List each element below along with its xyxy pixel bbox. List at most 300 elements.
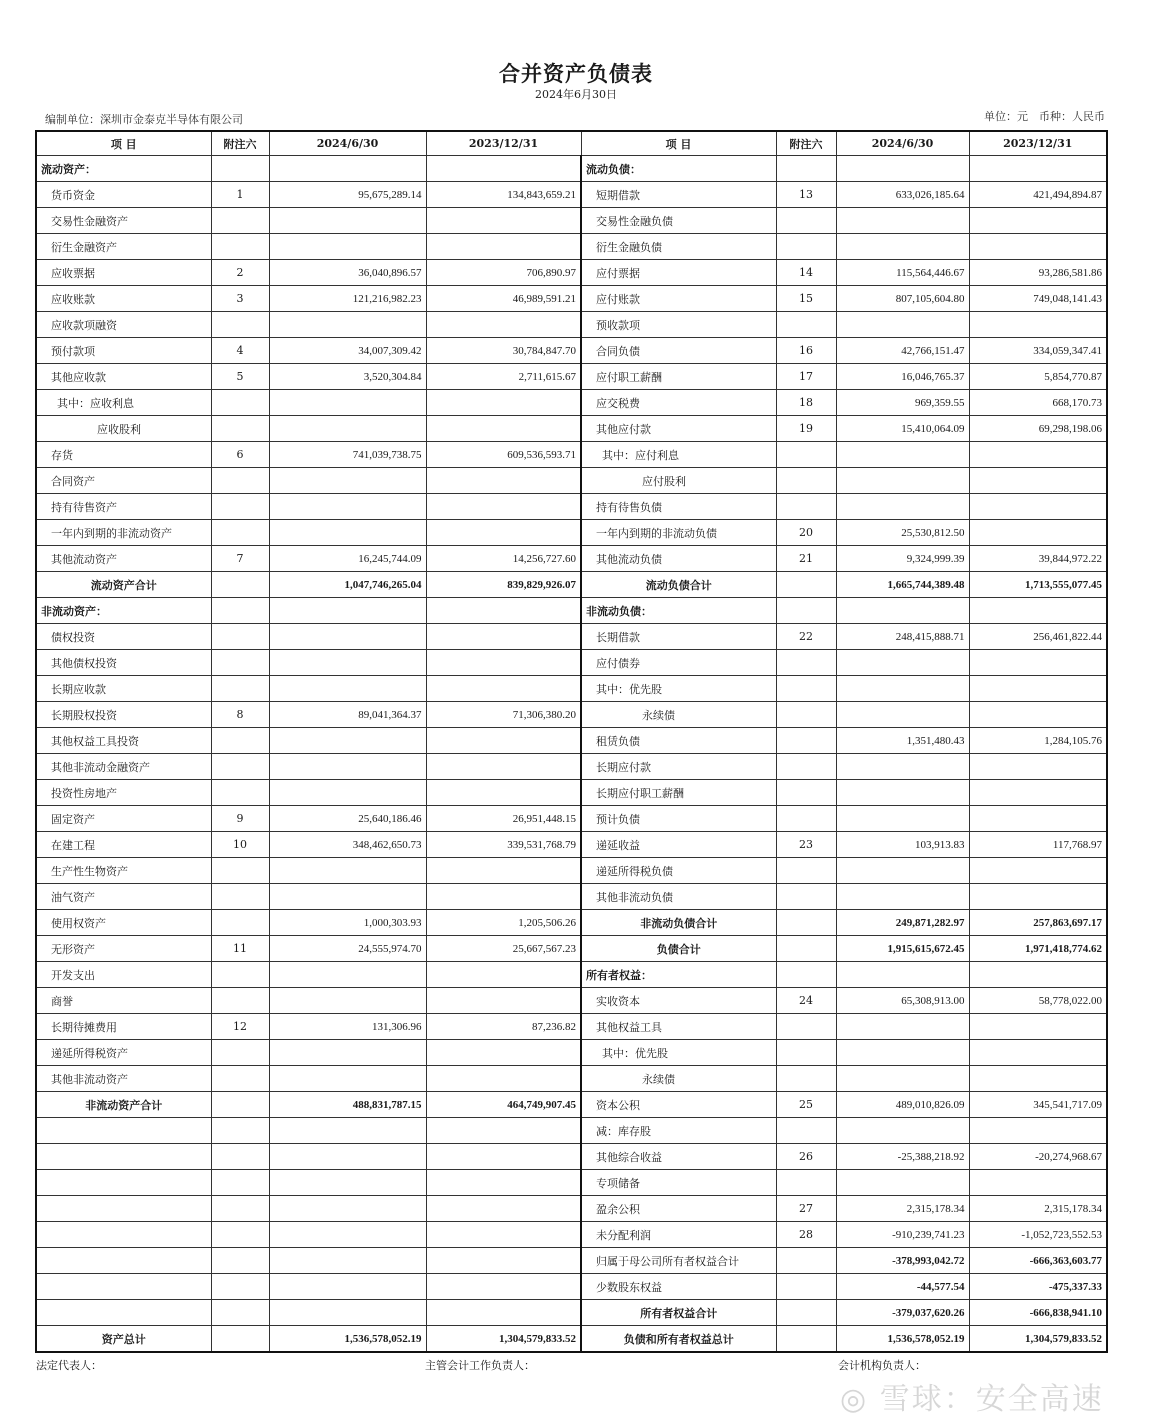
asset-value-2023-12-31: 1,205,506.26 — [426, 910, 581, 936]
asset-value-2024-06-30 — [269, 468, 426, 494]
liability-value-2024-06-30 — [836, 754, 969, 780]
asset-item-label — [36, 1300, 211, 1326]
asset-item-label — [36, 1222, 211, 1248]
asset-item-label — [36, 1144, 211, 1170]
asset-note-ref: 4 — [211, 338, 269, 364]
liability-item-label: 递延收益 — [581, 832, 776, 858]
asset-value-2023-12-31: 71,306,380.20 — [426, 702, 581, 728]
table-row — [36, 598, 1107, 624]
liability-value-2023-12-31 — [969, 598, 1107, 624]
asset-value-2024-06-30: 24,555,974.70 — [269, 936, 426, 962]
liability-item-label: 归属于母公司所有者权益合计 — [581, 1248, 776, 1274]
asset-value-2024-06-30: 95,675,289.14 — [269, 182, 426, 208]
asset-value-2023-12-31 — [426, 1300, 581, 1326]
asset-note-ref — [211, 156, 269, 182]
table-row — [36, 546, 1107, 572]
liability-item-label: 永续债 — [581, 1066, 776, 1092]
liability-value-2023-12-31 — [969, 1040, 1107, 1066]
table-row — [36, 962, 1107, 988]
asset-value-2023-12-31 — [426, 780, 581, 806]
liability-value-2024-06-30 — [836, 1170, 969, 1196]
liability-note-ref — [776, 728, 836, 754]
liability-value-2024-06-30 — [836, 1118, 969, 1144]
liability-item-label: 盈余公积 — [581, 1196, 776, 1222]
table-row — [36, 858, 1107, 884]
liability-item-label: 应付债券 — [581, 650, 776, 676]
asset-note-ref: 7 — [211, 546, 269, 572]
accounting-dept-head-label: 会计机构负责人： — [838, 1359, 926, 1372]
asset-value-2023-12-31 — [426, 884, 581, 910]
asset-item-label: 交易性金融资产 — [36, 208, 211, 234]
asset-item-label: 衍生金融资产 — [36, 234, 211, 260]
liability-note-ref — [776, 1170, 836, 1196]
asset-note-ref: 8 — [211, 702, 269, 728]
liability-value-2024-06-30: 1,536,578,052.19 — [836, 1326, 969, 1353]
asset-value-2023-12-31: 464,749,907.45 — [426, 1092, 581, 1118]
liability-value-2023-12-31: 69,298,198.06 — [969, 416, 1107, 442]
liability-item-label: 流动负债： — [581, 156, 776, 182]
asset-value-2023-12-31: 30,784,847.70 — [426, 338, 581, 364]
asset-item-label: 长期待摊费用 — [36, 1014, 211, 1040]
liability-item-label: 少数股东权益 — [581, 1274, 776, 1300]
asset-value-2024-06-30 — [269, 416, 426, 442]
asset-item-label: 生产性生物资产 — [36, 858, 211, 884]
liability-item-label: 资本公积 — [581, 1092, 776, 1118]
asset-value-2023-12-31 — [426, 624, 581, 650]
liability-value-2023-12-31: 345,541,717.09 — [969, 1092, 1107, 1118]
asset-note-ref — [211, 1274, 269, 1300]
table-row — [36, 208, 1107, 234]
watermark — [840, 1374, 1104, 1418]
asset-value-2023-12-31 — [426, 1066, 581, 1092]
liability-note-ref: 28 — [776, 1222, 836, 1248]
asset-value-2024-06-30 — [269, 884, 426, 910]
table-row — [36, 1170, 1107, 1196]
liability-value-2023-12-31: -666,838,941.10 — [969, 1300, 1107, 1326]
liability-item-label: 短期借款 — [581, 182, 776, 208]
asset-item-label: 在建工程 — [36, 832, 211, 858]
asset-note-ref — [211, 572, 269, 598]
asset-note-ref — [211, 1326, 269, 1353]
asset-note-ref — [211, 1222, 269, 1248]
liability-value-2024-06-30: -379,037,620.26 — [836, 1300, 969, 1326]
asset-item-label: 长期应收款 — [36, 676, 211, 702]
liability-item-label: 其中：应付利息 — [581, 442, 776, 468]
col-header-current: 2024/6/30 — [836, 131, 969, 156]
asset-item-label: 存货 — [36, 442, 211, 468]
table-row — [36, 286, 1107, 312]
liability-value-2023-12-31 — [969, 1118, 1107, 1144]
asset-note-ref — [211, 468, 269, 494]
asset-value-2024-06-30: 488,831,787.15 — [269, 1092, 426, 1118]
liability-note-ref — [776, 1040, 836, 1066]
asset-item-label: 资产总计 — [36, 1326, 211, 1353]
liability-value-2024-06-30: 807,105,604.80 — [836, 286, 969, 312]
liability-value-2023-12-31 — [969, 234, 1107, 260]
asset-value-2023-12-31 — [426, 754, 581, 780]
asset-note-ref — [211, 390, 269, 416]
asset-value-2024-06-30 — [269, 858, 426, 884]
asset-value-2023-12-31 — [426, 468, 581, 494]
asset-note-ref: 9 — [211, 806, 269, 832]
liability-note-ref — [776, 1066, 836, 1092]
liability-note-ref — [776, 312, 836, 338]
liability-value-2024-06-30: 249,871,282.97 — [836, 910, 969, 936]
asset-note-ref: 10 — [211, 832, 269, 858]
liability-value-2023-12-31 — [969, 676, 1107, 702]
asset-note-ref: 5 — [211, 364, 269, 390]
liability-value-2023-12-31: 93,286,581.86 — [969, 260, 1107, 286]
liability-item-label: 递延所得税负债 — [581, 858, 776, 884]
asset-value-2024-06-30 — [269, 234, 426, 260]
liability-value-2023-12-31: 421,494,894.87 — [969, 182, 1107, 208]
liability-value-2024-06-30 — [836, 650, 969, 676]
table-row — [36, 1222, 1107, 1248]
liability-note-ref — [776, 208, 836, 234]
liability-note-ref — [776, 650, 836, 676]
liability-value-2024-06-30 — [836, 676, 969, 702]
liability-item-label: 其中：优先股 — [581, 1040, 776, 1066]
liability-note-ref: 27 — [776, 1196, 836, 1222]
asset-value-2024-06-30 — [269, 988, 426, 1014]
asset-value-2024-06-30 — [269, 520, 426, 546]
liability-note-ref — [776, 572, 836, 598]
asset-item-label: 其中：应收利息 — [36, 390, 211, 416]
asset-note-ref: 6 — [211, 442, 269, 468]
table-row — [36, 1092, 1107, 1118]
asset-value-2023-12-31 — [426, 1144, 581, 1170]
table-row — [36, 1300, 1107, 1326]
liability-item-label: 其他非流动负债 — [581, 884, 776, 910]
asset-item-label — [36, 1248, 211, 1274]
asset-value-2024-06-30 — [269, 312, 426, 338]
balance-sheet-table — [35, 130, 1108, 1353]
asset-value-2024-06-30: 741,039,738.75 — [269, 442, 426, 468]
asset-value-2023-12-31 — [426, 520, 581, 546]
liability-item-label: 预计负债 — [581, 806, 776, 832]
asset-note-ref — [211, 1040, 269, 1066]
liability-value-2024-06-30: 1,915,615,672.45 — [836, 936, 969, 962]
liability-value-2024-06-30: -44,577.54 — [836, 1274, 969, 1300]
table-row — [36, 1248, 1107, 1274]
asset-item-label: 应收账款 — [36, 286, 211, 312]
col-header-item: 项 目 — [581, 131, 776, 156]
liability-note-ref — [776, 1300, 836, 1326]
liability-note-ref: 20 — [776, 520, 836, 546]
liability-item-label: 专项储备 — [581, 1170, 776, 1196]
asset-value-2023-12-31 — [426, 598, 581, 624]
asset-value-2024-06-30: 16,245,744.09 — [269, 546, 426, 572]
liability-note-ref: 24 — [776, 988, 836, 1014]
table-row — [36, 312, 1107, 338]
liability-note-ref: 23 — [776, 832, 836, 858]
liability-value-2024-06-30: 16,046,765.37 — [836, 364, 969, 390]
table-row — [36, 676, 1107, 702]
asset-note-ref — [211, 962, 269, 988]
asset-item-label: 其他非流动金融资产 — [36, 754, 211, 780]
table-row — [36, 702, 1107, 728]
asset-value-2023-12-31 — [426, 1274, 581, 1300]
asset-value-2023-12-31: 839,829,926.07 — [426, 572, 581, 598]
liability-value-2023-12-31 — [969, 312, 1107, 338]
liability-value-2024-06-30: 65,308,913.00 — [836, 988, 969, 1014]
liability-item-label: 未分配利润 — [581, 1222, 776, 1248]
asset-note-ref: 1 — [211, 182, 269, 208]
liability-value-2024-06-30: 633,026,185.64 — [836, 182, 969, 208]
liability-value-2024-06-30 — [836, 858, 969, 884]
col-header-current: 2024/6/30 — [269, 131, 426, 156]
liability-note-ref — [776, 806, 836, 832]
table-row — [36, 1274, 1107, 1300]
liability-value-2024-06-30: 115,564,446.67 — [836, 260, 969, 286]
liability-note-ref — [776, 1014, 836, 1040]
liability-value-2023-12-31: -1,052,723,552.53 — [969, 1222, 1107, 1248]
asset-item-label: 一年内到期的非流动资产 — [36, 520, 211, 546]
table-row — [36, 364, 1107, 390]
asset-item-label: 持有待售资产 — [36, 494, 211, 520]
table-row — [36, 832, 1107, 858]
table-row — [36, 494, 1107, 520]
asset-item-label: 其他权益工具投资 — [36, 728, 211, 754]
asset-note-ref — [211, 1300, 269, 1326]
liability-note-ref — [776, 936, 836, 962]
liability-value-2024-06-30 — [836, 962, 969, 988]
table-row — [36, 520, 1107, 546]
liability-value-2023-12-31 — [969, 702, 1107, 728]
liability-value-2023-12-31 — [969, 442, 1107, 468]
asset-value-2024-06-30 — [269, 156, 426, 182]
asset-note-ref: 12 — [211, 1014, 269, 1040]
asset-value-2024-06-30 — [269, 390, 426, 416]
asset-note-ref — [211, 754, 269, 780]
asset-note-ref — [211, 520, 269, 546]
table-row — [36, 416, 1107, 442]
asset-note-ref — [211, 234, 269, 260]
liability-item-label: 所有者权益合计 — [581, 1300, 776, 1326]
liability-value-2024-06-30 — [836, 1066, 969, 1092]
asset-value-2023-12-31: 1,304,579,833.52 — [426, 1326, 581, 1353]
asset-note-ref: 3 — [211, 286, 269, 312]
asset-value-2023-12-31: 134,843,659.21 — [426, 182, 581, 208]
liability-value-2023-12-31: 749,048,141.43 — [969, 286, 1107, 312]
asset-note-ref — [211, 494, 269, 520]
asset-value-2023-12-31 — [426, 650, 581, 676]
asset-value-2024-06-30 — [269, 676, 426, 702]
asset-note-ref — [211, 1118, 269, 1144]
liability-note-ref: 22 — [776, 624, 836, 650]
asset-note-ref — [211, 1248, 269, 1274]
liability-item-label: 预收款项 — [581, 312, 776, 338]
liability-item-label: 长期应付职工薪酬 — [581, 780, 776, 806]
asset-item-label: 应收款项融资 — [36, 312, 211, 338]
liability-value-2024-06-30: 2,315,178.34 — [836, 1196, 969, 1222]
asset-item-label — [36, 1170, 211, 1196]
liability-value-2024-06-30: 9,324,999.39 — [836, 546, 969, 572]
asset-item-label: 开发支出 — [36, 962, 211, 988]
asset-value-2023-12-31 — [426, 390, 581, 416]
liability-value-2023-12-31 — [969, 650, 1107, 676]
liability-value-2023-12-31 — [969, 468, 1107, 494]
watermark-text: 雪球：安全高速 — [879, 1382, 1104, 1417]
table-row — [36, 1014, 1107, 1040]
liability-value-2024-06-30 — [836, 806, 969, 832]
asset-value-2024-06-30 — [269, 1066, 426, 1092]
liability-item-label: 非流动负债： — [581, 598, 776, 624]
asset-item-label: 流动资产合计 — [36, 572, 211, 598]
asset-note-ref — [211, 1196, 269, 1222]
liability-value-2024-06-30 — [836, 208, 969, 234]
liability-value-2023-12-31: -475,337.33 — [969, 1274, 1107, 1300]
asset-value-2023-12-31 — [426, 728, 581, 754]
asset-note-ref — [211, 312, 269, 338]
asset-note-ref — [211, 208, 269, 234]
asset-value-2024-06-30 — [269, 780, 426, 806]
liability-value-2023-12-31: 1,713,555,077.45 — [969, 572, 1107, 598]
liability-value-2023-12-31 — [969, 1066, 1107, 1092]
table-row — [36, 884, 1107, 910]
liability-item-label: 其中：优先股 — [581, 676, 776, 702]
asset-item-label: 预付款项 — [36, 338, 211, 364]
liability-item-label: 永续债 — [581, 702, 776, 728]
table-row — [36, 1066, 1107, 1092]
liability-note-ref — [776, 910, 836, 936]
liability-item-label: 应付股利 — [581, 468, 776, 494]
asset-item-label: 油气资产 — [36, 884, 211, 910]
liability-value-2023-12-31: 58,778,022.00 — [969, 988, 1107, 1014]
table-row — [36, 260, 1107, 286]
table-row — [36, 1118, 1107, 1144]
asset-value-2024-06-30 — [269, 754, 426, 780]
asset-value-2024-06-30: 3,520,304.84 — [269, 364, 426, 390]
asset-value-2023-12-31: 87,236.82 — [426, 1014, 581, 1040]
liability-value-2023-12-31: 1,284,105.76 — [969, 728, 1107, 754]
table-row — [36, 1326, 1107, 1353]
liability-value-2024-06-30: 489,010,826.09 — [836, 1092, 969, 1118]
liability-note-ref — [776, 754, 836, 780]
asset-value-2023-12-31 — [426, 962, 581, 988]
liability-note-ref: 16 — [776, 338, 836, 364]
asset-note-ref: 2 — [211, 260, 269, 286]
asset-value-2024-06-30 — [269, 728, 426, 754]
asset-value-2024-06-30: 121,216,982.23 — [269, 286, 426, 312]
asset-item-label: 固定资产 — [36, 806, 211, 832]
liability-note-ref — [776, 1274, 836, 1300]
asset-value-2023-12-31 — [426, 988, 581, 1014]
table-row — [36, 234, 1107, 260]
table-row — [36, 1196, 1107, 1222]
liability-value-2024-06-30: 25,530,812.50 — [836, 520, 969, 546]
liability-note-ref — [776, 858, 836, 884]
asset-value-2023-12-31: 339,531,768.79 — [426, 832, 581, 858]
liability-item-label: 衍生金融负债 — [581, 234, 776, 260]
liability-value-2023-12-31 — [969, 884, 1107, 910]
asset-value-2023-12-31 — [426, 1248, 581, 1274]
asset-value-2023-12-31: 706,890.97 — [426, 260, 581, 286]
liability-note-ref — [776, 1326, 836, 1353]
liability-note-ref — [776, 234, 836, 260]
liability-item-label: 非流动负债合计 — [581, 910, 776, 936]
asset-note-ref — [211, 988, 269, 1014]
liability-note-ref: 19 — [776, 416, 836, 442]
liability-value-2024-06-30: 248,415,888.71 — [836, 624, 969, 650]
asset-value-2023-12-31 — [426, 1170, 581, 1196]
table-row — [36, 1144, 1107, 1170]
asset-note-ref — [211, 1066, 269, 1092]
liability-note-ref: 17 — [776, 364, 836, 390]
table-header-row — [36, 131, 1107, 156]
asset-note-ref — [211, 1170, 269, 1196]
asset-value-2024-06-30: 348,462,650.73 — [269, 832, 426, 858]
table-row — [36, 780, 1107, 806]
liability-value-2023-12-31: -20,274,968.67 — [969, 1144, 1107, 1170]
table-row — [36, 468, 1107, 494]
table-row — [36, 936, 1107, 962]
col-header-prior: 2023/12/31 — [426, 131, 581, 156]
liability-value-2024-06-30: 103,913.83 — [836, 832, 969, 858]
asset-value-2024-06-30: 36,040,896.57 — [269, 260, 426, 286]
asset-item-label: 债权投资 — [36, 624, 211, 650]
table-row — [36, 572, 1107, 598]
liability-value-2024-06-30: -378,993,042.72 — [836, 1248, 969, 1274]
liability-item-label: 流动负债合计 — [581, 572, 776, 598]
asset-value-2023-12-31: 25,667,567.23 — [426, 936, 581, 962]
liability-note-ref — [776, 494, 836, 520]
accounting-head-label: 主管会计工作负责人： — [425, 1359, 535, 1372]
liability-value-2023-12-31: 334,059,347.41 — [969, 338, 1107, 364]
asset-item-label: 非流动资产合计 — [36, 1092, 211, 1118]
liability-value-2024-06-30: 42,766,151.47 — [836, 338, 969, 364]
table-row — [36, 650, 1107, 676]
asset-item-label: 应收股利 — [36, 416, 211, 442]
asset-item-label: 投资性房地产 — [36, 780, 211, 806]
liability-value-2024-06-30: -25,388,218.92 — [836, 1144, 969, 1170]
asset-value-2024-06-30: 89,041,364.37 — [269, 702, 426, 728]
asset-value-2024-06-30 — [269, 208, 426, 234]
liability-item-label: 应付票据 — [581, 260, 776, 286]
asset-value-2023-12-31: 14,256,727.60 — [426, 546, 581, 572]
asset-value-2024-06-30 — [269, 1144, 426, 1170]
liability-note-ref: 15 — [776, 286, 836, 312]
liability-note-ref: 18 — [776, 390, 836, 416]
asset-note-ref — [211, 624, 269, 650]
report-date: 2024年6月30日 — [535, 88, 617, 101]
asset-value-2023-12-31 — [426, 1196, 581, 1222]
asset-value-2023-12-31 — [426, 1118, 581, 1144]
asset-note-ref — [211, 416, 269, 442]
liability-value-2023-12-31 — [969, 962, 1107, 988]
liability-value-2023-12-31 — [969, 156, 1107, 182]
liability-note-ref — [776, 156, 836, 182]
liability-value-2023-12-31 — [969, 1170, 1107, 1196]
liability-note-ref — [776, 598, 836, 624]
asset-note-ref — [211, 1092, 269, 1118]
liability-note-ref: 13 — [776, 182, 836, 208]
table-row — [36, 1040, 1107, 1066]
asset-note-ref — [211, 728, 269, 754]
liability-item-label: 其他流动负债 — [581, 546, 776, 572]
legal-representative-label: 法定代表人： — [36, 1359, 102, 1372]
liability-item-label: 合同负债 — [581, 338, 776, 364]
liability-note-ref — [776, 884, 836, 910]
asset-value-2023-12-31 — [426, 156, 581, 182]
asset-note-ref — [211, 650, 269, 676]
liability-item-label: 应付账款 — [581, 286, 776, 312]
compiling-entity: 编制单位：深圳市金泰克半导体有限公司 — [45, 113, 243, 126]
asset-value-2024-06-30: 1,536,578,052.19 — [269, 1326, 426, 1353]
asset-value-2024-06-30 — [269, 1118, 426, 1144]
liability-item-label: 其他应付款 — [581, 416, 776, 442]
liability-item-label: 减：库存股 — [581, 1118, 776, 1144]
